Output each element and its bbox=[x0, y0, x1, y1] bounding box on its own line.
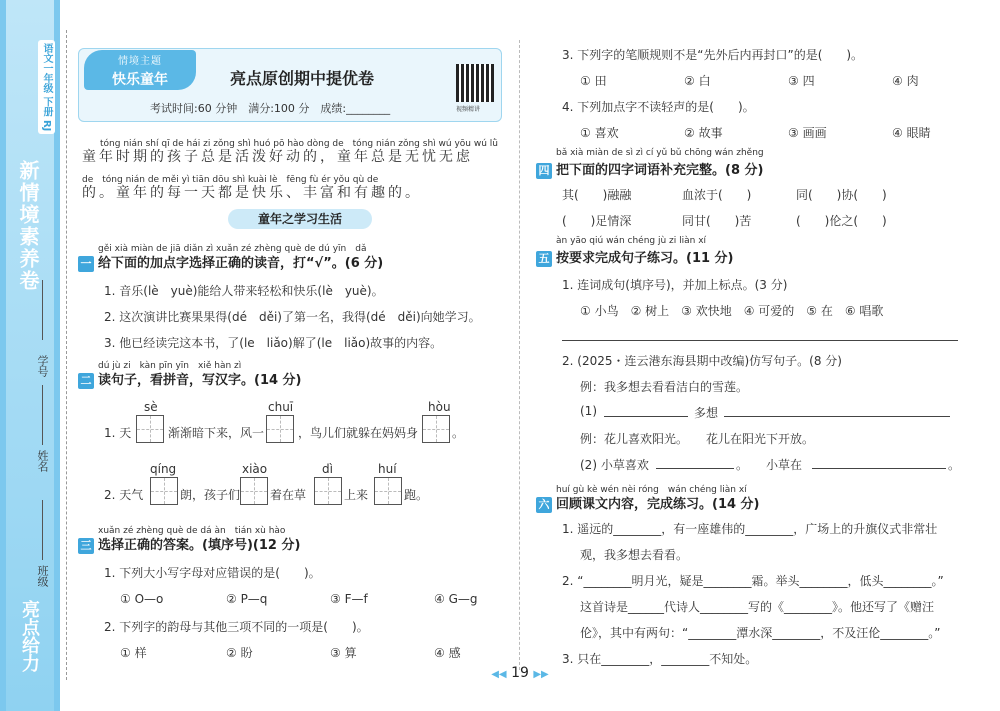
q1-pinyin: gěi xià miàn de jiā diǎn zì xuǎn zé zhèng què de dú yīn dǎ bbox=[98, 244, 367, 254]
page-number bbox=[480, 665, 560, 681]
next-page-icon[interactable]: ▶▶ bbox=[533, 669, 549, 680]
q4-pinyin: bǎ xià miàn de sì zì cí yǔ bǔ chōng wán zhěng bbox=[556, 148, 764, 158]
q2-title: 读句子，看拼音，写汉字。(14 分) bbox=[98, 373, 302, 388]
binding-cut-line bbox=[66, 30, 67, 680]
q2-r1-text-3: ，鸟儿们就躲在妈妈身 bbox=[298, 426, 419, 440]
q2-r2-box-1[interactable] bbox=[150, 477, 178, 505]
q6-line-1[interactable]: 1. 遥远的________，有一座雄伟的________，广场上的升旗仪式非常壮 bbox=[562, 522, 938, 536]
q2-r1-pinyin-3: hòu bbox=[428, 400, 451, 414]
series-subtitle: 语文一年级 下册 RJ bbox=[38, 40, 55, 134]
q2-r2-pinyin-3: dì bbox=[322, 462, 333, 476]
q6-pinyin: huí gù kè wén nèi róng wán chéng liàn xí bbox=[556, 485, 747, 495]
q5-fill-2-mid: 。 小草在 bbox=[736, 458, 803, 472]
q4-r2-w2[interactable]: 同甘( )苦 bbox=[682, 214, 752, 228]
q3-s2-opt-3[interactable]: ③ 算 bbox=[330, 646, 357, 660]
q5-pinyin: àn yāo qiú wán chéng jù zi liàn xí bbox=[556, 236, 707, 246]
q3-s3-stem: 3. 下列字的笔顺规则不是“先外后内再封口”的是( )。 bbox=[562, 48, 864, 62]
q6-line-2b[interactable]: 这首诗是______代诗人________写的《________》。他还写了《赠汪 bbox=[580, 600, 935, 614]
q4-badge: 四 bbox=[536, 163, 552, 179]
q2-r1-pinyin-2: chuī bbox=[268, 400, 294, 414]
q1-title: 给下面的加点字选择正确的读音，打“√”。(6 分) bbox=[98, 256, 384, 271]
q2-r2-text-4: 上来 bbox=[344, 488, 369, 502]
q5-s2-stem: 2. (2025・连云港东海县期中改编)仿写句子。(8 分) bbox=[562, 354, 842, 368]
q2-r2-pinyin-2: xiào bbox=[242, 462, 268, 476]
q2-pinyin: dú jù zi kàn pīn yīn xiě hàn zì bbox=[98, 361, 242, 371]
q2-r1-pinyin-1: sè bbox=[144, 400, 158, 414]
q6-title: 回顾课文内容，完成练习。(14 分) bbox=[556, 497, 760, 512]
q1-item-3[interactable]: 3. 他已经读完这本书，了(le liǎo)解了(le liǎo)故事的内容。 bbox=[104, 336, 443, 350]
theme-tag-label: 情境主题 bbox=[118, 56, 162, 67]
q4-title: 把下面的四字词语补充完整。(8 分) bbox=[556, 163, 764, 178]
q3-s1-opt-2[interactable]: ② P—q bbox=[226, 592, 268, 606]
q2-r2-box-2[interactable] bbox=[240, 477, 268, 505]
q5-fill-2-prefix: (2) 小草喜欢 bbox=[580, 458, 649, 472]
q5-s1-words: ① 小鸟 ② 树上 ③ 欢快地 ④ 可爱的 ⑤ 在 ⑥ 唱歌 bbox=[580, 304, 884, 318]
q5-heading bbox=[536, 247, 734, 267]
brand-logo: 亮点给力 bbox=[19, 600, 40, 672]
q4-r2-w1[interactable]: ( )足情深 bbox=[562, 214, 632, 228]
q1-heading bbox=[78, 252, 383, 272]
exam-info: 考试时间:60 分钟 满分:100 分 成绩:________ bbox=[150, 102, 391, 115]
class-label: 班级 bbox=[36, 565, 49, 587]
q3-s1-opt-4[interactable]: ④ G—g bbox=[434, 592, 478, 606]
q4-r1-w3[interactable]: 同( )协( ) bbox=[796, 188, 887, 202]
q3-s4-stem: 4. 下列加点字不读轻声的是( )。 bbox=[562, 100, 755, 114]
q5-fill-1-mid: 多想 bbox=[694, 406, 719, 420]
qr-code-icon[interactable] bbox=[456, 64, 494, 102]
q3-s2-opt-2[interactable]: ② 盼 bbox=[226, 646, 253, 660]
q5-fill-2-end: 。 bbox=[948, 458, 961, 472]
q2-r2-box-3[interactable] bbox=[314, 477, 342, 505]
q3-title: 选择正确的答案。(填序号)(12 分) bbox=[98, 538, 301, 553]
qr-caption: 视频精讲 bbox=[456, 106, 481, 113]
q3-pinyin: xuǎn zé zhèng què de dá àn tián xù hào bbox=[98, 526, 286, 536]
intro-pinyin-1: tóng nián shí qī de hái zi zǒng shì huó pō hào dòng de tóng nián zǒng shì wú yōu wú lǜ bbox=[100, 139, 498, 149]
q4-r1-w1[interactable]: 其( )融融 bbox=[562, 188, 632, 202]
class-field[interactable] bbox=[42, 500, 43, 560]
q1-badge: 一 bbox=[78, 256, 94, 272]
q2-r1-text-1: 1. 天 bbox=[104, 426, 132, 440]
q3-s3-opt-3[interactable]: ③ 四 bbox=[788, 74, 815, 88]
student-id-label: 学号 bbox=[36, 355, 49, 377]
q4-r2-w3[interactable]: ( )伦之( ) bbox=[796, 214, 887, 228]
q3-s4-opt-1[interactable]: ① 喜欢 bbox=[580, 126, 619, 140]
q2-r1-box-3[interactable] bbox=[422, 415, 450, 443]
q6-heading bbox=[536, 493, 760, 513]
q3-s2-opt-4[interactable]: ④ 感 bbox=[434, 646, 461, 660]
intro-line-2: 的。童年的每一天都是快乐、丰富和有趣的。 bbox=[82, 185, 422, 201]
q3-s1-opt-1[interactable]: ① O—o bbox=[120, 592, 164, 606]
student-name-field[interactable] bbox=[42, 385, 43, 445]
q5-fill-1b-line[interactable] bbox=[724, 416, 950, 417]
student-name-label: 姓名 bbox=[36, 450, 49, 472]
prev-page-icon[interactable]: ◀◀ bbox=[491, 669, 507, 680]
q2-r1-box-2[interactable] bbox=[266, 415, 294, 443]
q3-s2-stem: 2. 下列字的韵母与其他三项不同的一项是( )。 bbox=[104, 620, 369, 634]
q1-item-2[interactable]: 2. 这次演讲比赛果果得(dé děi)了第一名，我得(dé děi)向她学习。 bbox=[104, 310, 481, 324]
q3-s3-opt-4[interactable]: ④ 肉 bbox=[892, 74, 919, 88]
q6-line-2[interactable]: 2. “________明月光，疑是________霜。举头________，低头________。” bbox=[562, 574, 944, 588]
q5-title: 按要求完成句子练习。(11 分) bbox=[556, 251, 734, 266]
q3-s1-opt-3[interactable]: ③ F—f bbox=[330, 592, 368, 606]
q6-badge: 六 bbox=[536, 497, 552, 513]
q1-item-1[interactable]: 1. 音乐(lè yuè)能给人带来轻松和快乐(lè yuè)。 bbox=[104, 284, 384, 298]
q3-s3-opt-2[interactable]: ② 白 bbox=[684, 74, 711, 88]
exam-title: 亮点原创期中提优卷 bbox=[230, 69, 375, 88]
q5-example-2: 例：花儿喜欢阳光。 花儿在阳光下开放。 bbox=[580, 432, 815, 446]
q3-badge: 三 bbox=[78, 538, 94, 554]
center-divider bbox=[519, 40, 520, 670]
theme-tag bbox=[84, 50, 196, 90]
q4-r1-w2[interactable]: 血浓于( ) bbox=[682, 188, 752, 202]
q2-r2-text-1: 2. 天气 bbox=[104, 488, 144, 502]
subsection-title: 童年之学习生活 bbox=[228, 209, 372, 229]
q3-heading bbox=[78, 534, 300, 554]
q2-badge: 二 bbox=[78, 373, 94, 389]
q2-r2-text-2: 朗，孩子们 bbox=[180, 488, 241, 502]
intro-line-1: 童年时期的孩子总是活泼好动的，童年总是无忧无虑 bbox=[82, 149, 473, 165]
q5-fill-1-prefix: (1) bbox=[580, 404, 597, 418]
q2-r2-text-3: 着在草 bbox=[270, 488, 307, 502]
q2-r1-box-1[interactable] bbox=[136, 415, 164, 443]
q3-s3-opt-1[interactable]: ① 田 bbox=[580, 74, 607, 88]
q5-example-1: 例：我多想去看看洁白的雪莲。 bbox=[580, 380, 749, 394]
q5-badge: 五 bbox=[536, 251, 552, 267]
q2-r2-text-5: 跑。 bbox=[404, 488, 429, 502]
q5-fill-1a-line[interactable] bbox=[604, 416, 688, 417]
intro-pinyin-2: de tóng nián de měi yì tiān dōu shì kuài lè fēng fù ér yǒu qù de bbox=[82, 175, 379, 185]
q5-s1-stem: 1. 连词成句(填序号)，并加上标点。(3 分) bbox=[562, 278, 788, 292]
q2-r1-text-4: 。 bbox=[452, 426, 465, 440]
q3-s1-stem: 1. 下列大小写字母对应错误的是( )。 bbox=[104, 566, 321, 580]
student-id-field[interactable] bbox=[42, 280, 43, 340]
q2-r2-pinyin-1: qíng bbox=[150, 462, 177, 476]
q5-fill-2b-line[interactable] bbox=[812, 468, 946, 469]
q5-s1-answer-line[interactable] bbox=[562, 340, 958, 341]
q3-s4-opt-4[interactable]: ④ 眼睛 bbox=[892, 126, 931, 140]
q2-heading bbox=[78, 369, 302, 389]
q5-fill-2a-line[interactable] bbox=[656, 468, 734, 469]
q2-r2-pinyin-4: huí bbox=[378, 462, 397, 476]
q6-line-1b: 观，我多想去看看。 bbox=[580, 548, 689, 562]
q3-s4-opt-2[interactable]: ② 故事 bbox=[684, 126, 723, 140]
series-title: 新情境素养卷 bbox=[16, 160, 40, 292]
q6-line-3[interactable]: 3. 只在________，________不知处。 bbox=[562, 652, 758, 666]
theme-name: 快乐童年 bbox=[112, 72, 168, 88]
q4-heading bbox=[536, 159, 763, 179]
q3-s4-opt-3[interactable]: ③ 画画 bbox=[788, 126, 827, 140]
q2-r2-box-4[interactable] bbox=[374, 477, 402, 505]
page-number-value: 19 bbox=[511, 665, 529, 681]
q3-s2-opt-1[interactable]: ① 样 bbox=[120, 646, 147, 660]
q6-line-2c[interactable]: 伦》，其中有两句：“________潭水深________，不及汪伦________。” bbox=[580, 626, 941, 640]
q2-r1-text-2: 渐渐暗下来，风一 bbox=[168, 426, 265, 440]
